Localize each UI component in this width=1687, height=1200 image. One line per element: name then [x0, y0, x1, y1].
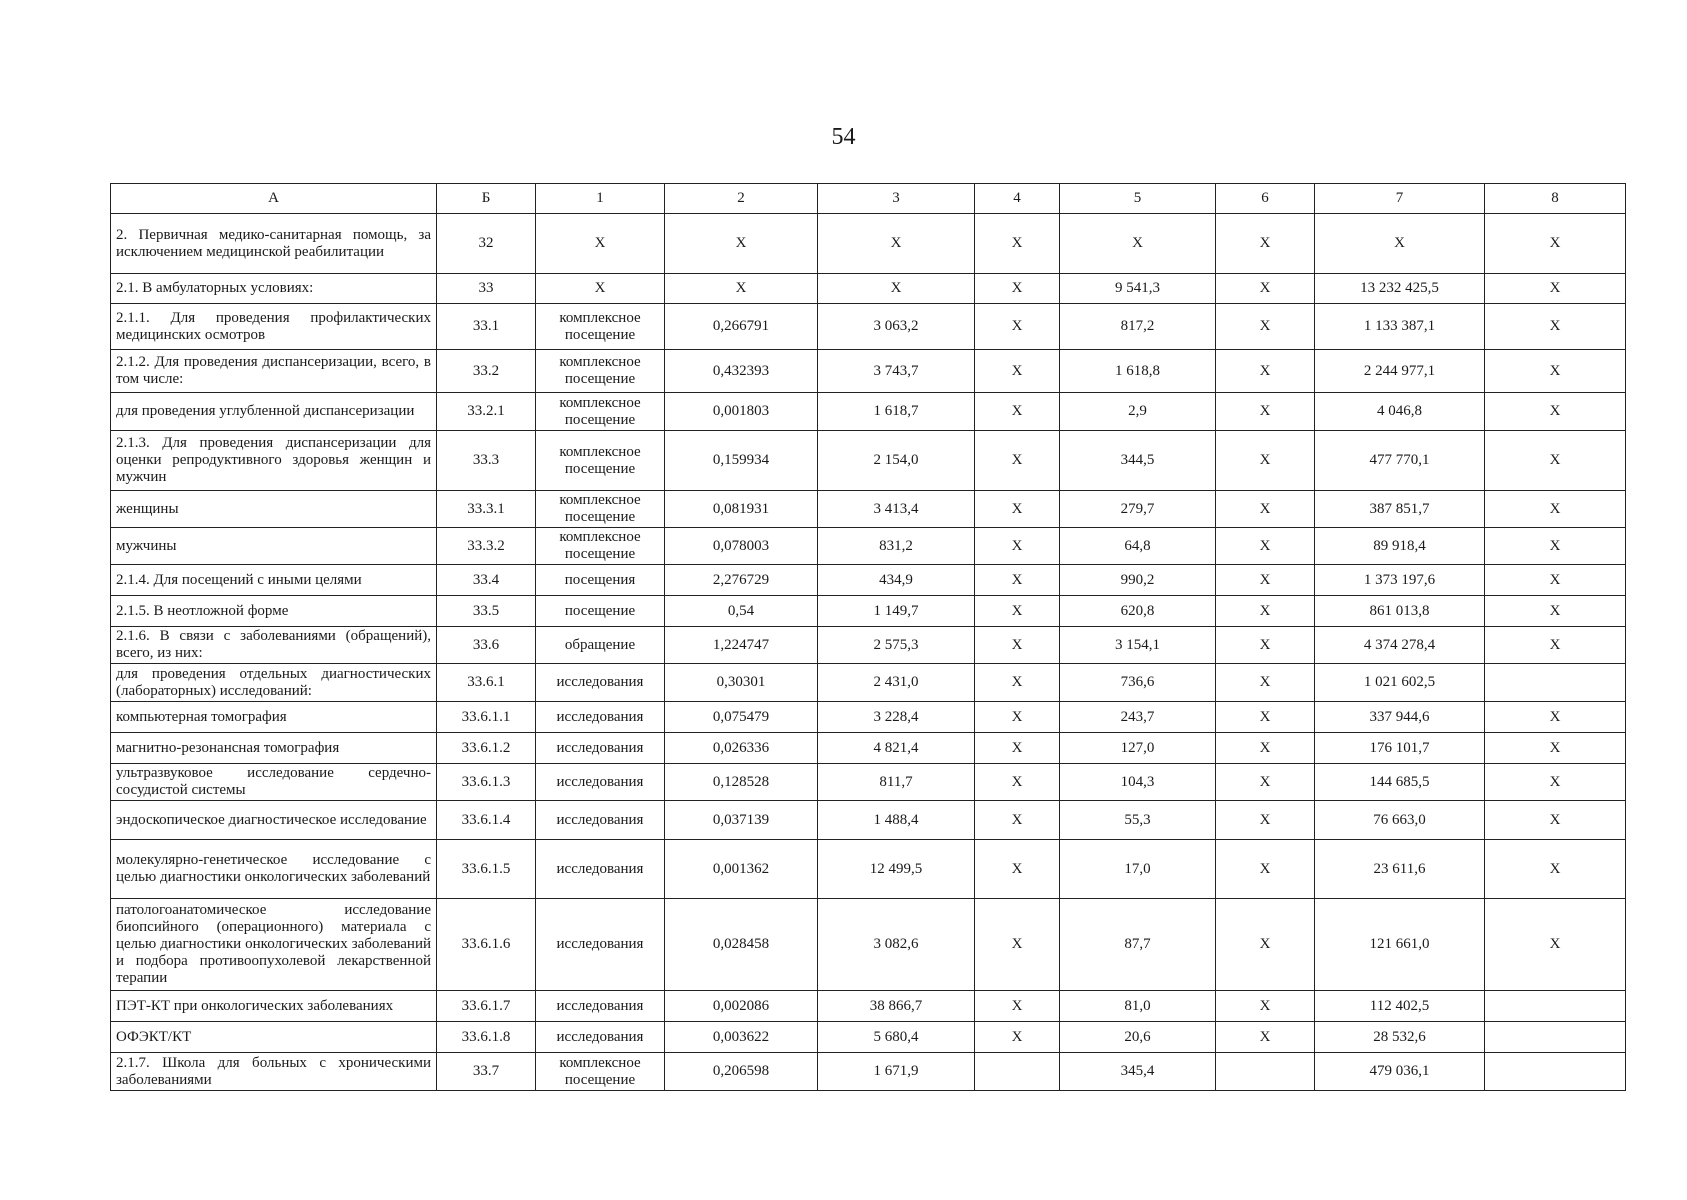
- table-cell: X: [1485, 350, 1626, 393]
- table-cell: 176 101,7: [1315, 733, 1485, 764]
- table-row: [111, 274, 1626, 304]
- table-cell: 28 532,6: [1315, 1022, 1485, 1053]
- table-cell: 387 851,7: [1315, 491, 1485, 528]
- row-label: 2.1.6. В связи с заболеваниями (обращений), всего, из них:: [111, 627, 437, 664]
- table-cell: X: [975, 733, 1060, 764]
- row-label: ОФЭКТ/КТ: [111, 1022, 437, 1053]
- table-row: [111, 801, 1626, 840]
- table-cell: посещения: [536, 565, 665, 596]
- table-cell: 76 663,0: [1315, 801, 1485, 840]
- table-cell: X: [975, 304, 1060, 350]
- table-cell: 55,3: [1060, 801, 1216, 840]
- table-cell: X: [818, 274, 975, 304]
- table-cell: 33.3: [437, 431, 536, 491]
- table-cell: 33.6.1.2: [437, 733, 536, 764]
- table-cell: 89 918,4: [1315, 528, 1485, 565]
- table-cell: [975, 1053, 1060, 1091]
- table-cell: X: [1485, 393, 1626, 431]
- table-cell: 33.6.1.7: [437, 991, 536, 1022]
- table-cell: X: [1485, 528, 1626, 565]
- table-cell: 1 488,4: [818, 801, 975, 840]
- table-row: [111, 393, 1626, 431]
- table-cell: 4 821,4: [818, 733, 975, 764]
- table-row: [111, 702, 1626, 733]
- table-cell: 479 036,1: [1315, 1053, 1485, 1091]
- table-cell: X: [1485, 491, 1626, 528]
- table-cell: 3 228,4: [818, 702, 975, 733]
- table-cell: 127,0: [1060, 733, 1216, 764]
- table-cell: 33.6: [437, 627, 536, 664]
- table-cell: 0,266791: [665, 304, 818, 350]
- table-cell: комплексное посещение: [536, 491, 665, 528]
- table-cell: 1 618,7: [818, 393, 975, 431]
- table-cell: X: [975, 528, 1060, 565]
- table-cell: 38 866,7: [818, 991, 975, 1022]
- table-cell: исследования: [536, 801, 665, 840]
- table-cell: 1 149,7: [818, 596, 975, 627]
- table-cell: X: [1216, 627, 1315, 664]
- table-cell: X: [1485, 214, 1626, 274]
- column-header: 2: [665, 184, 818, 214]
- row-label: 2.1. В амбулаторных условиях:: [111, 274, 437, 304]
- table-cell: 87,7: [1060, 899, 1216, 991]
- table-row: [111, 627, 1626, 664]
- table-cell: исследования: [536, 1022, 665, 1053]
- table-cell: 33.6.1.8: [437, 1022, 536, 1053]
- table-cell: 2 154,0: [818, 431, 975, 491]
- table-cell: X: [1216, 1022, 1315, 1053]
- table-cell: обращение: [536, 627, 665, 664]
- table-cell: 33.7: [437, 1053, 536, 1091]
- page-number: 54: [831, 124, 856, 150]
- table-cell: 64,8: [1060, 528, 1216, 565]
- row-label: для проведения отдельных диагностических (лабораторных) исследований:: [111, 664, 437, 702]
- table-cell: 33.2: [437, 350, 536, 393]
- table-cell: исследования: [536, 733, 665, 764]
- table-cell: 12 499,5: [818, 840, 975, 899]
- table-row: [111, 764, 1626, 801]
- table-cell: 0,206598: [665, 1053, 818, 1091]
- table-cell: X: [536, 274, 665, 304]
- table-cell: [1485, 1053, 1626, 1091]
- row-label: компьютерная томография: [111, 702, 437, 733]
- table-cell: X: [975, 991, 1060, 1022]
- table-cell: X: [1216, 840, 1315, 899]
- table-cell: X: [975, 565, 1060, 596]
- table-cell: 2,9: [1060, 393, 1216, 431]
- table-cell: 0,037139: [665, 801, 818, 840]
- row-label: для проведения углубленной диспансеризации: [111, 393, 437, 431]
- table-row: [111, 664, 1626, 702]
- table-row: [111, 565, 1626, 596]
- column-header: 1: [536, 184, 665, 214]
- table-cell: X: [1216, 702, 1315, 733]
- table-cell: X: [975, 801, 1060, 840]
- table-cell: 1 671,9: [818, 1053, 975, 1091]
- table-cell: исследования: [536, 991, 665, 1022]
- table-row: [111, 1053, 1626, 1091]
- table-cell: X: [1216, 274, 1315, 304]
- table-cell: 33.6.1.5: [437, 840, 536, 899]
- table-cell: 817,2: [1060, 304, 1216, 350]
- table-cell: X: [1485, 274, 1626, 304]
- table-cell: 0,001803: [665, 393, 818, 431]
- table-cell: X: [1216, 565, 1315, 596]
- table-cell: 144 685,5: [1315, 764, 1485, 801]
- table-cell: 0,432393: [665, 350, 818, 393]
- row-label: 2.1.3. Для проведения диспансеризации для оценки репродуктивного здоровья женщин и мужчин: [111, 431, 437, 491]
- table-cell: X: [1485, 596, 1626, 627]
- table-cell: 33: [437, 274, 536, 304]
- table-cell: 121 661,0: [1315, 899, 1485, 991]
- table-cell: 33.3.1: [437, 491, 536, 528]
- table-cell: 9 541,3: [1060, 274, 1216, 304]
- table-cell: X: [1485, 702, 1626, 733]
- table-cell: X: [1060, 214, 1216, 274]
- table-cell: X: [975, 764, 1060, 801]
- table-cell: X: [1216, 393, 1315, 431]
- table-cell: 112 402,5: [1315, 991, 1485, 1022]
- table-row: [111, 899, 1626, 991]
- header-row: [111, 184, 1626, 214]
- table-cell: 0,54: [665, 596, 818, 627]
- table-cell: 33.6.1.3: [437, 764, 536, 801]
- table-cell: 861 013,8: [1315, 596, 1485, 627]
- table-cell: исследования: [536, 664, 665, 702]
- table-cell: X: [818, 214, 975, 274]
- table-cell: X: [1216, 899, 1315, 991]
- table-cell: комплексное посещение: [536, 393, 665, 431]
- table-cell: 13 232 425,5: [1315, 274, 1485, 304]
- column-header: 5: [1060, 184, 1216, 214]
- table-cell: 477 770,1: [1315, 431, 1485, 491]
- table-cell: 811,7: [818, 764, 975, 801]
- table-cell: X: [975, 431, 1060, 491]
- row-label: 2. Первичная медико-санитарная помощь, за исключением медицинской реабилитации: [111, 214, 437, 274]
- table-cell: 344,5: [1060, 431, 1216, 491]
- row-label: молекулярно-генетическое исследование с целью диагностики онкологических заболеваний: [111, 840, 437, 899]
- table-cell: 3 743,7: [818, 350, 975, 393]
- row-label: патологоанатомическое исследование биопсийного (операционного) материала с целью диагностики онкологических заболеваний и подбора противоопухолевой лекарственной терапии: [111, 899, 437, 991]
- table-cell: X: [1485, 764, 1626, 801]
- table-cell: X: [1216, 304, 1315, 350]
- table-cell: X: [1216, 733, 1315, 764]
- table-row: [111, 1022, 1626, 1053]
- table-cell: X: [1216, 350, 1315, 393]
- table-cell: [1216, 1053, 1315, 1091]
- table-cell: X: [975, 664, 1060, 702]
- table-cell: X: [665, 274, 818, 304]
- table-cell: X: [1216, 664, 1315, 702]
- table-cell: X: [975, 214, 1060, 274]
- table-cell: X: [975, 491, 1060, 528]
- table-cell: 33.6.1: [437, 664, 536, 702]
- table-cell: X: [1485, 304, 1626, 350]
- table-row: [111, 528, 1626, 565]
- table-cell: комплексное посещение: [536, 350, 665, 393]
- table-cell: 0,028458: [665, 899, 818, 991]
- table-cell: 0,081931: [665, 491, 818, 528]
- table-cell: комплексное посещение: [536, 528, 665, 565]
- table-cell: 33.4: [437, 565, 536, 596]
- table-cell: 337 944,6: [1315, 702, 1485, 733]
- table-row: [111, 350, 1626, 393]
- table-row: [111, 431, 1626, 491]
- table-cell: X: [1216, 596, 1315, 627]
- table-cell: 33.2.1: [437, 393, 536, 431]
- table-cell: 990,2: [1060, 565, 1216, 596]
- table-cell: X: [975, 627, 1060, 664]
- table-cell: 0,001362: [665, 840, 818, 899]
- row-label: эндоскопическое диагностическое исследование: [111, 801, 437, 840]
- table-cell: 0,003622: [665, 1022, 818, 1053]
- table-cell: исследования: [536, 764, 665, 801]
- table-cell: X: [975, 702, 1060, 733]
- table-row: [111, 304, 1626, 350]
- table-cell: 3 154,1: [1060, 627, 1216, 664]
- table-cell: 81,0: [1060, 991, 1216, 1022]
- table-cell: 279,7: [1060, 491, 1216, 528]
- table-cell: X: [1485, 840, 1626, 899]
- table-row: [111, 733, 1626, 764]
- table-row: [111, 491, 1626, 528]
- row-label: 2.1.1. Для проведения профилактических медицинских осмотров: [111, 304, 437, 350]
- row-label: ультразвуковое исследование сердечно-сосудистой системы: [111, 764, 437, 801]
- table-cell: 2 431,0: [818, 664, 975, 702]
- table-cell: 0,30301: [665, 664, 818, 702]
- column-header: 3: [818, 184, 975, 214]
- row-label: 2.1.5. В неотложной форме: [111, 596, 437, 627]
- table-row: [111, 840, 1626, 899]
- row-label: мужчины: [111, 528, 437, 565]
- table-cell: 1 618,8: [1060, 350, 1216, 393]
- table-cell: 0,026336: [665, 733, 818, 764]
- table-cell: 0,075479: [665, 702, 818, 733]
- table-cell: 4 374 278,4: [1315, 627, 1485, 664]
- table-cell: 1 021 602,5: [1315, 664, 1485, 702]
- table-cell: исследования: [536, 840, 665, 899]
- table-cell: 434,9: [818, 565, 975, 596]
- table-cell: 33.6.1.1: [437, 702, 536, 733]
- table-cell: X: [975, 393, 1060, 431]
- table-cell: 345,4: [1060, 1053, 1216, 1091]
- column-header: 4: [975, 184, 1060, 214]
- table-cell: 33.1: [437, 304, 536, 350]
- table-cell: X: [975, 840, 1060, 899]
- data-table: [110, 183, 1626, 1091]
- table-cell: X: [975, 1022, 1060, 1053]
- column-header: 8: [1485, 184, 1626, 214]
- table-cell: 1,224747: [665, 627, 818, 664]
- row-label: магнитно-резонансная томография: [111, 733, 437, 764]
- table-cell: 20,6: [1060, 1022, 1216, 1053]
- table-cell: комплексное посещение: [536, 1053, 665, 1091]
- column-header: А: [111, 184, 437, 214]
- column-header: Б: [437, 184, 536, 214]
- table-cell: X: [1485, 431, 1626, 491]
- table-cell: [1485, 664, 1626, 702]
- table-cell: X: [1315, 214, 1485, 274]
- table-cell: исследования: [536, 899, 665, 991]
- table-cell: 243,7: [1060, 702, 1216, 733]
- table-cell: 2 244 977,1: [1315, 350, 1485, 393]
- table-cell: X: [1485, 627, 1626, 664]
- table-cell: исследования: [536, 702, 665, 733]
- table-cell: 2 575,3: [818, 627, 975, 664]
- table-cell: 33.5: [437, 596, 536, 627]
- table-cell: 32: [437, 214, 536, 274]
- column-header: 7: [1315, 184, 1485, 214]
- table-cell: 33.6.1.6: [437, 899, 536, 991]
- table-cell: 831,2: [818, 528, 975, 565]
- table-cell: 1 373 197,6: [1315, 565, 1485, 596]
- table-cell: X: [975, 350, 1060, 393]
- table-cell: 33.3.2: [437, 528, 536, 565]
- table-cell: X: [1485, 733, 1626, 764]
- row-label: женщины: [111, 491, 437, 528]
- table-cell: X: [975, 899, 1060, 991]
- table-cell: комплексное посещение: [536, 431, 665, 491]
- table-cell: X: [975, 596, 1060, 627]
- table-cell: 3 063,2: [818, 304, 975, 350]
- table-cell: 2,276729: [665, 565, 818, 596]
- table-cell: 4 046,8: [1315, 393, 1485, 431]
- table-cell: 736,6: [1060, 664, 1216, 702]
- table-cell: X: [1485, 899, 1626, 991]
- table-cell: 1 133 387,1: [1315, 304, 1485, 350]
- table-cell: 0,159934: [665, 431, 818, 491]
- column-header: 6: [1216, 184, 1315, 214]
- table-row: [111, 214, 1626, 274]
- table-cell: X: [536, 214, 665, 274]
- row-label: 2.1.4. Для посещений с иными целями: [111, 565, 437, 596]
- table-cell: X: [665, 214, 818, 274]
- table-cell: X: [1485, 801, 1626, 840]
- table-cell: 0,128528: [665, 764, 818, 801]
- table-cell: посещение: [536, 596, 665, 627]
- table-cell: комплексное посещение: [536, 304, 665, 350]
- table-row: [111, 991, 1626, 1022]
- table-cell: X: [1485, 565, 1626, 596]
- table-cell: 17,0: [1060, 840, 1216, 899]
- row-label: 2.1.7. Школа для больных с хроническими заболеваниями: [111, 1053, 437, 1091]
- table-cell: [1485, 1022, 1626, 1053]
- table-cell: 23 611,6: [1315, 840, 1485, 899]
- table-cell: 3 082,6: [818, 899, 975, 991]
- table-cell: X: [1216, 801, 1315, 840]
- row-label: 2.1.2. Для проведения диспансеризации, всего, в том числе:: [111, 350, 437, 393]
- table-cell: X: [1216, 991, 1315, 1022]
- table-cell: 3 413,4: [818, 491, 975, 528]
- table-row: [111, 596, 1626, 627]
- table-cell: X: [1216, 491, 1315, 528]
- table-cell: X: [1216, 214, 1315, 274]
- table-cell: 0,078003: [665, 528, 818, 565]
- table-cell: 620,8: [1060, 596, 1216, 627]
- table-cell: X: [1216, 528, 1315, 565]
- table-cell: X: [1216, 431, 1315, 491]
- table-cell: X: [1216, 764, 1315, 801]
- table-cell: 0,002086: [665, 991, 818, 1022]
- table-cell: 104,3: [1060, 764, 1216, 801]
- table-cell: 5 680,4: [818, 1022, 975, 1053]
- row-label: ПЭТ-КТ при онкологических заболеваниях: [111, 991, 437, 1022]
- table-cell: [1485, 991, 1626, 1022]
- table-cell: 33.6.1.4: [437, 801, 536, 840]
- table-cell: X: [975, 274, 1060, 304]
